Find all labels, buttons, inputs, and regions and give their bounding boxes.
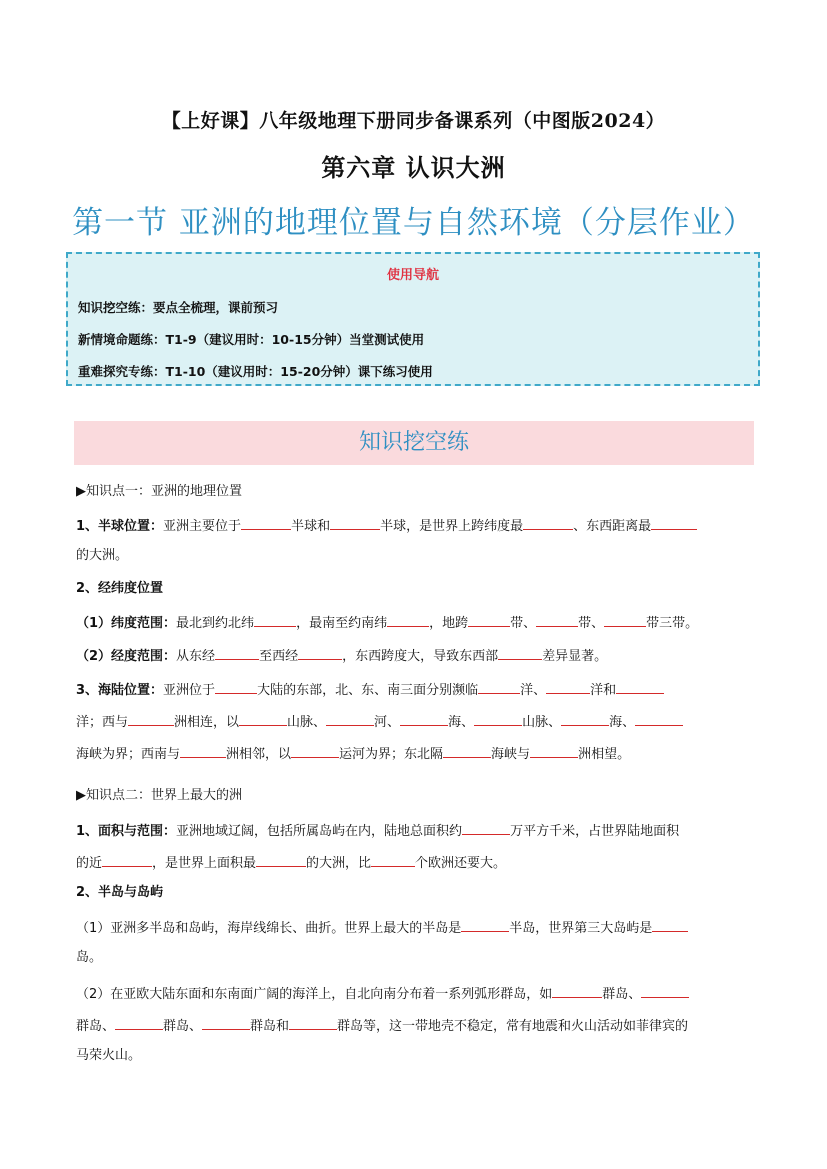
kp1-latitude-line: （1）纬度范围：最北到约北纬 ，最南至约南纬 ，地跨 带、 带、 带三带。 <box>76 611 698 634</box>
answer-blank[interactable] <box>128 710 174 726</box>
answer-blank[interactable] <box>552 982 602 998</box>
answer-blank[interactable] <box>468 611 510 627</box>
answer-blank[interactable] <box>202 1014 250 1030</box>
answer-blank[interactable] <box>371 851 415 867</box>
answer-blank[interactable] <box>215 644 259 660</box>
answer-blank[interactable] <box>635 710 683 726</box>
answer-blank[interactable] <box>330 514 380 530</box>
guide-line-2: 新情境命题练：T1-9（建议用时：10-15分钟）当堂测试使用 <box>78 332 425 347</box>
section-banner: 知识挖空练 <box>74 421 754 465</box>
answer-blank[interactable] <box>616 678 664 694</box>
answer-blank[interactable] <box>530 742 578 758</box>
answer-blank[interactable] <box>387 611 429 627</box>
answer-blank[interactable] <box>641 982 689 998</box>
answer-blank[interactable] <box>546 678 590 694</box>
kp2-peninsula-heading: 2、半岛与岛屿 <box>76 885 164 900</box>
chapter-title: 第六章 认识大洲 <box>321 154 506 182</box>
series-title: 【上好课】八年级地理下册同步备课系列（中图版2024） <box>161 110 666 132</box>
kp1-latlon-heading: 2、经纬度位置 <box>76 581 164 596</box>
usage-guide-box <box>66 252 760 386</box>
answer-blank[interactable] <box>102 851 152 867</box>
section-title: 第一节 亚洲的地理位置与自然环境（分层作业） <box>72 205 755 241</box>
answer-blank[interactable] <box>180 742 226 758</box>
kp2-archipelago-line-1: （2）在亚欧大陆东面和东南面广阔的海洋上，自北向南分布着一系列弧形群岛，如 群岛、 <box>76 982 689 1005</box>
answer-blank[interactable] <box>561 710 609 726</box>
guide-title: 使用导航 <box>386 268 439 283</box>
kp1-hemisphere-line-2: 的大洲。 <box>76 548 129 563</box>
answer-blank[interactable] <box>115 1014 163 1030</box>
kp1-hemisphere-line: 1、半球位置：亚洲主要位于 半球和 半球，是世界上跨纬度最 、东西距离最 <box>76 514 697 537</box>
kp2-area-line-2: 的近 ，是世界上面积最 的大洲，比 个欧洲还要大。 <box>76 851 506 874</box>
kp1-sea-land-line-2: 洋；西与 洲相连，以 山脉、 河、 海、 山脉、 海、 <box>76 710 683 733</box>
kp1-sea-land-line: 3、海陆位置：亚洲位于 大陆的东部，北、东、南三面分别濒临 洋、 洋和 <box>76 678 664 701</box>
answer-blank[interactable] <box>241 514 291 530</box>
answer-blank[interactable] <box>239 710 287 726</box>
kp2-archipelago-line-3: 马荣火山。 <box>76 1048 142 1063</box>
answer-blank[interactable] <box>652 916 688 932</box>
answer-blank[interactable] <box>461 916 509 932</box>
answer-blank[interactable] <box>498 644 542 660</box>
answer-blank[interactable] <box>400 710 448 726</box>
answer-blank[interactable] <box>604 611 646 627</box>
kp2-peninsula-line-1: （1）亚洲多半岛和岛屿，海岸线绵长、曲折。世界上最大的半岛是 半岛，世界第三大岛屿是 <box>76 916 688 939</box>
answer-blank[interactable] <box>256 851 306 867</box>
answer-blank[interactable] <box>291 742 339 758</box>
answer-blank[interactable] <box>215 678 257 694</box>
answer-blank[interactable] <box>298 644 342 660</box>
kp2-peninsula-line-1b: 岛。 <box>76 950 103 965</box>
kp2-heading: ▶知识点二：世界上最大的洲 <box>76 788 242 803</box>
guide-line-1: 知识挖空练：要点全梳理，课前预习 <box>78 300 279 315</box>
answer-blank[interactable] <box>443 742 491 758</box>
kp1-longitude-line: （2）经度范围：从东经 至西经 ，东西跨度大，导致东西部 差异显著。 <box>76 644 607 667</box>
answer-blank[interactable] <box>523 514 573 530</box>
answer-blank[interactable] <box>651 514 697 530</box>
kp2-archipelago-line-2: 群岛、 群岛、 群岛和 群岛等，这一带地壳不稳定，常有地震和火山活动如菲律宾的 <box>76 1014 688 1037</box>
answer-blank[interactable] <box>536 611 578 627</box>
answer-blank[interactable] <box>474 710 522 726</box>
answer-blank[interactable] <box>326 710 374 726</box>
answer-blank[interactable] <box>462 819 510 835</box>
kp1-heading: ▶知识点一：亚洲的地理位置 <box>76 484 242 499</box>
answer-blank[interactable] <box>478 678 520 694</box>
kp2-area-line: 1、面积与范围：亚洲地域辽阔，包括所属岛屿在内，陆地总面积约 万平方千米，占世界陆地面积 <box>76 819 679 842</box>
answer-blank[interactable] <box>289 1014 337 1030</box>
guide-line-3: 重难探究专练：T1-10（建议用时：15-20分钟）课下练习使用 <box>78 364 433 379</box>
kp1-sea-land-line-3: 海峡为界；西南与 洲相邻，以 运河为界；东北隔 海峡与 洲相望。 <box>76 742 630 765</box>
answer-blank[interactable] <box>254 611 296 627</box>
